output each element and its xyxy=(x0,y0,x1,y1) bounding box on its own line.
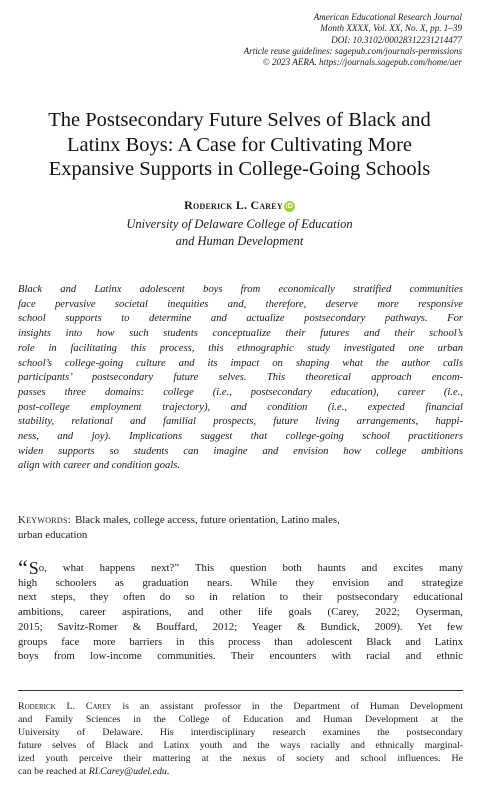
bio-contact-prefix: can be reached at xyxy=(18,765,89,777)
keywords xyxy=(18,513,463,543)
title-line: The Postsecondary Future Selves of Black and xyxy=(48,109,431,131)
journal-name: American Educational Research Journal xyxy=(313,12,462,22)
title-line: Expansive Supports in College-Going Schools xyxy=(48,158,431,180)
body-line: ambitions, career aspirations, and other life goals (Carey, 2022; Oyserman, xyxy=(18,606,463,619)
copyright: © 2023 AERA. https://journals.sagepub.com/home/aer xyxy=(262,57,462,68)
author-affiliation xyxy=(0,216,479,249)
footnote-divider xyxy=(18,690,463,691)
author-bio xyxy=(18,701,463,778)
body-paragraph xyxy=(18,555,463,664)
drop-cap: S xyxy=(28,558,39,578)
author-line xyxy=(0,198,479,213)
keywords-list: Black males, college access, future orientation, Latino males, xyxy=(75,514,340,526)
abstract-line: insights into how such students conceptualize their futures and their school’s xyxy=(18,328,463,340)
bio-line: and Family Sciences in the College of Education and Human Development at the xyxy=(18,713,463,725)
abstract-line: role in facilitating this process, this ethnographic study investigated one urban xyxy=(18,342,463,354)
article-title xyxy=(12,108,467,182)
abstract xyxy=(18,283,463,474)
doi: DOI: 10.3102/00028312231214477 xyxy=(331,34,462,45)
bio-line: future selves of Black and Latinx youth and the ways racially and ethnically marginal- xyxy=(18,739,463,751)
body-line: groups face more barriers in this process than adolescent Black and Latinx xyxy=(18,635,463,648)
abstract-line: Black and Latinx adolescent boys from economically stratified communities xyxy=(18,284,463,295)
abstract-line: align with career and condition goals. xyxy=(18,460,181,472)
title-line: Latinx Boys: A Case for Cultivating More xyxy=(66,133,413,156)
body-first-line: o, what happens next?” This question both haunts and excites many xyxy=(38,562,463,574)
body-line: boys from low-income communities. Their encounters with racial and ethnic xyxy=(18,650,463,663)
abstract-line: widen supports so students can imagine and envision how college ambitions xyxy=(18,445,463,457)
abstract-line: participants’ postsecondary future selves. This theoretical approach encom- xyxy=(18,372,463,384)
body-line: high schoolers as graduation nears. While they envision and strategize xyxy=(18,576,463,589)
issue-info: Month XXXX, Vol. XX, No. X, pp. 1–39 xyxy=(320,23,462,34)
abstract-line: post-college employment trajectory), and condition (i.e., expected financial xyxy=(18,401,463,413)
keywords-label: Keywords: xyxy=(18,514,72,526)
abstract-line: stability, relational and familial prospects, future living arrangements, happi- xyxy=(18,416,463,428)
author-email-link[interactable]: RLCarey@udel.edu xyxy=(88,765,167,777)
reuse-guidelines: Article reuse guidelines: sagepub.com/journals-permissions xyxy=(243,45,462,56)
keywords-list-continued: urban education xyxy=(18,529,88,541)
bio-line: University of Delaware. His interdisciplinary research examines the postsecondary xyxy=(18,726,463,738)
affiliation-line: University of Delaware College of Education xyxy=(126,217,353,231)
bio-author-name: Roderick L. Carey xyxy=(18,701,112,712)
abstract-line: ness, and joy). Implications suggest that college-going school practitioners xyxy=(18,431,463,443)
author-name: Roderick L. Carey xyxy=(184,198,283,212)
opening-quote-mark: “ xyxy=(18,555,28,580)
abstract-line: school’s college-going culture and its impact on shaping what the author calls xyxy=(18,357,463,369)
abstract-line: passes three domains: college (i.e., postsecondary education), career (i.e., xyxy=(18,386,463,398)
bio-contact-suffix: . xyxy=(166,765,170,777)
bio-line: is an assistant professor in the Department of Human Development xyxy=(111,701,463,712)
abstract-line: school supports to determine and actualize postsecondary pathways. For xyxy=(18,313,463,325)
body-line: 2015; Savitz-Romer & Bouffard, 2012; Yeager & Bundick, 2009). Yet few xyxy=(18,620,463,633)
affiliation-line: and Human Development xyxy=(175,233,304,248)
orcid-icon[interactable]: iD xyxy=(285,203,294,210)
bio-line: ized youth perceive their mattering at the nexus of society and school influences. He xyxy=(18,752,463,764)
journal-header xyxy=(162,12,462,68)
abstract-line: face pervasive societal inequities and, therefore, deserve more responsive xyxy=(18,298,463,310)
body-line: next steps, they often do so in relation to their postsecondary educational xyxy=(18,591,463,604)
